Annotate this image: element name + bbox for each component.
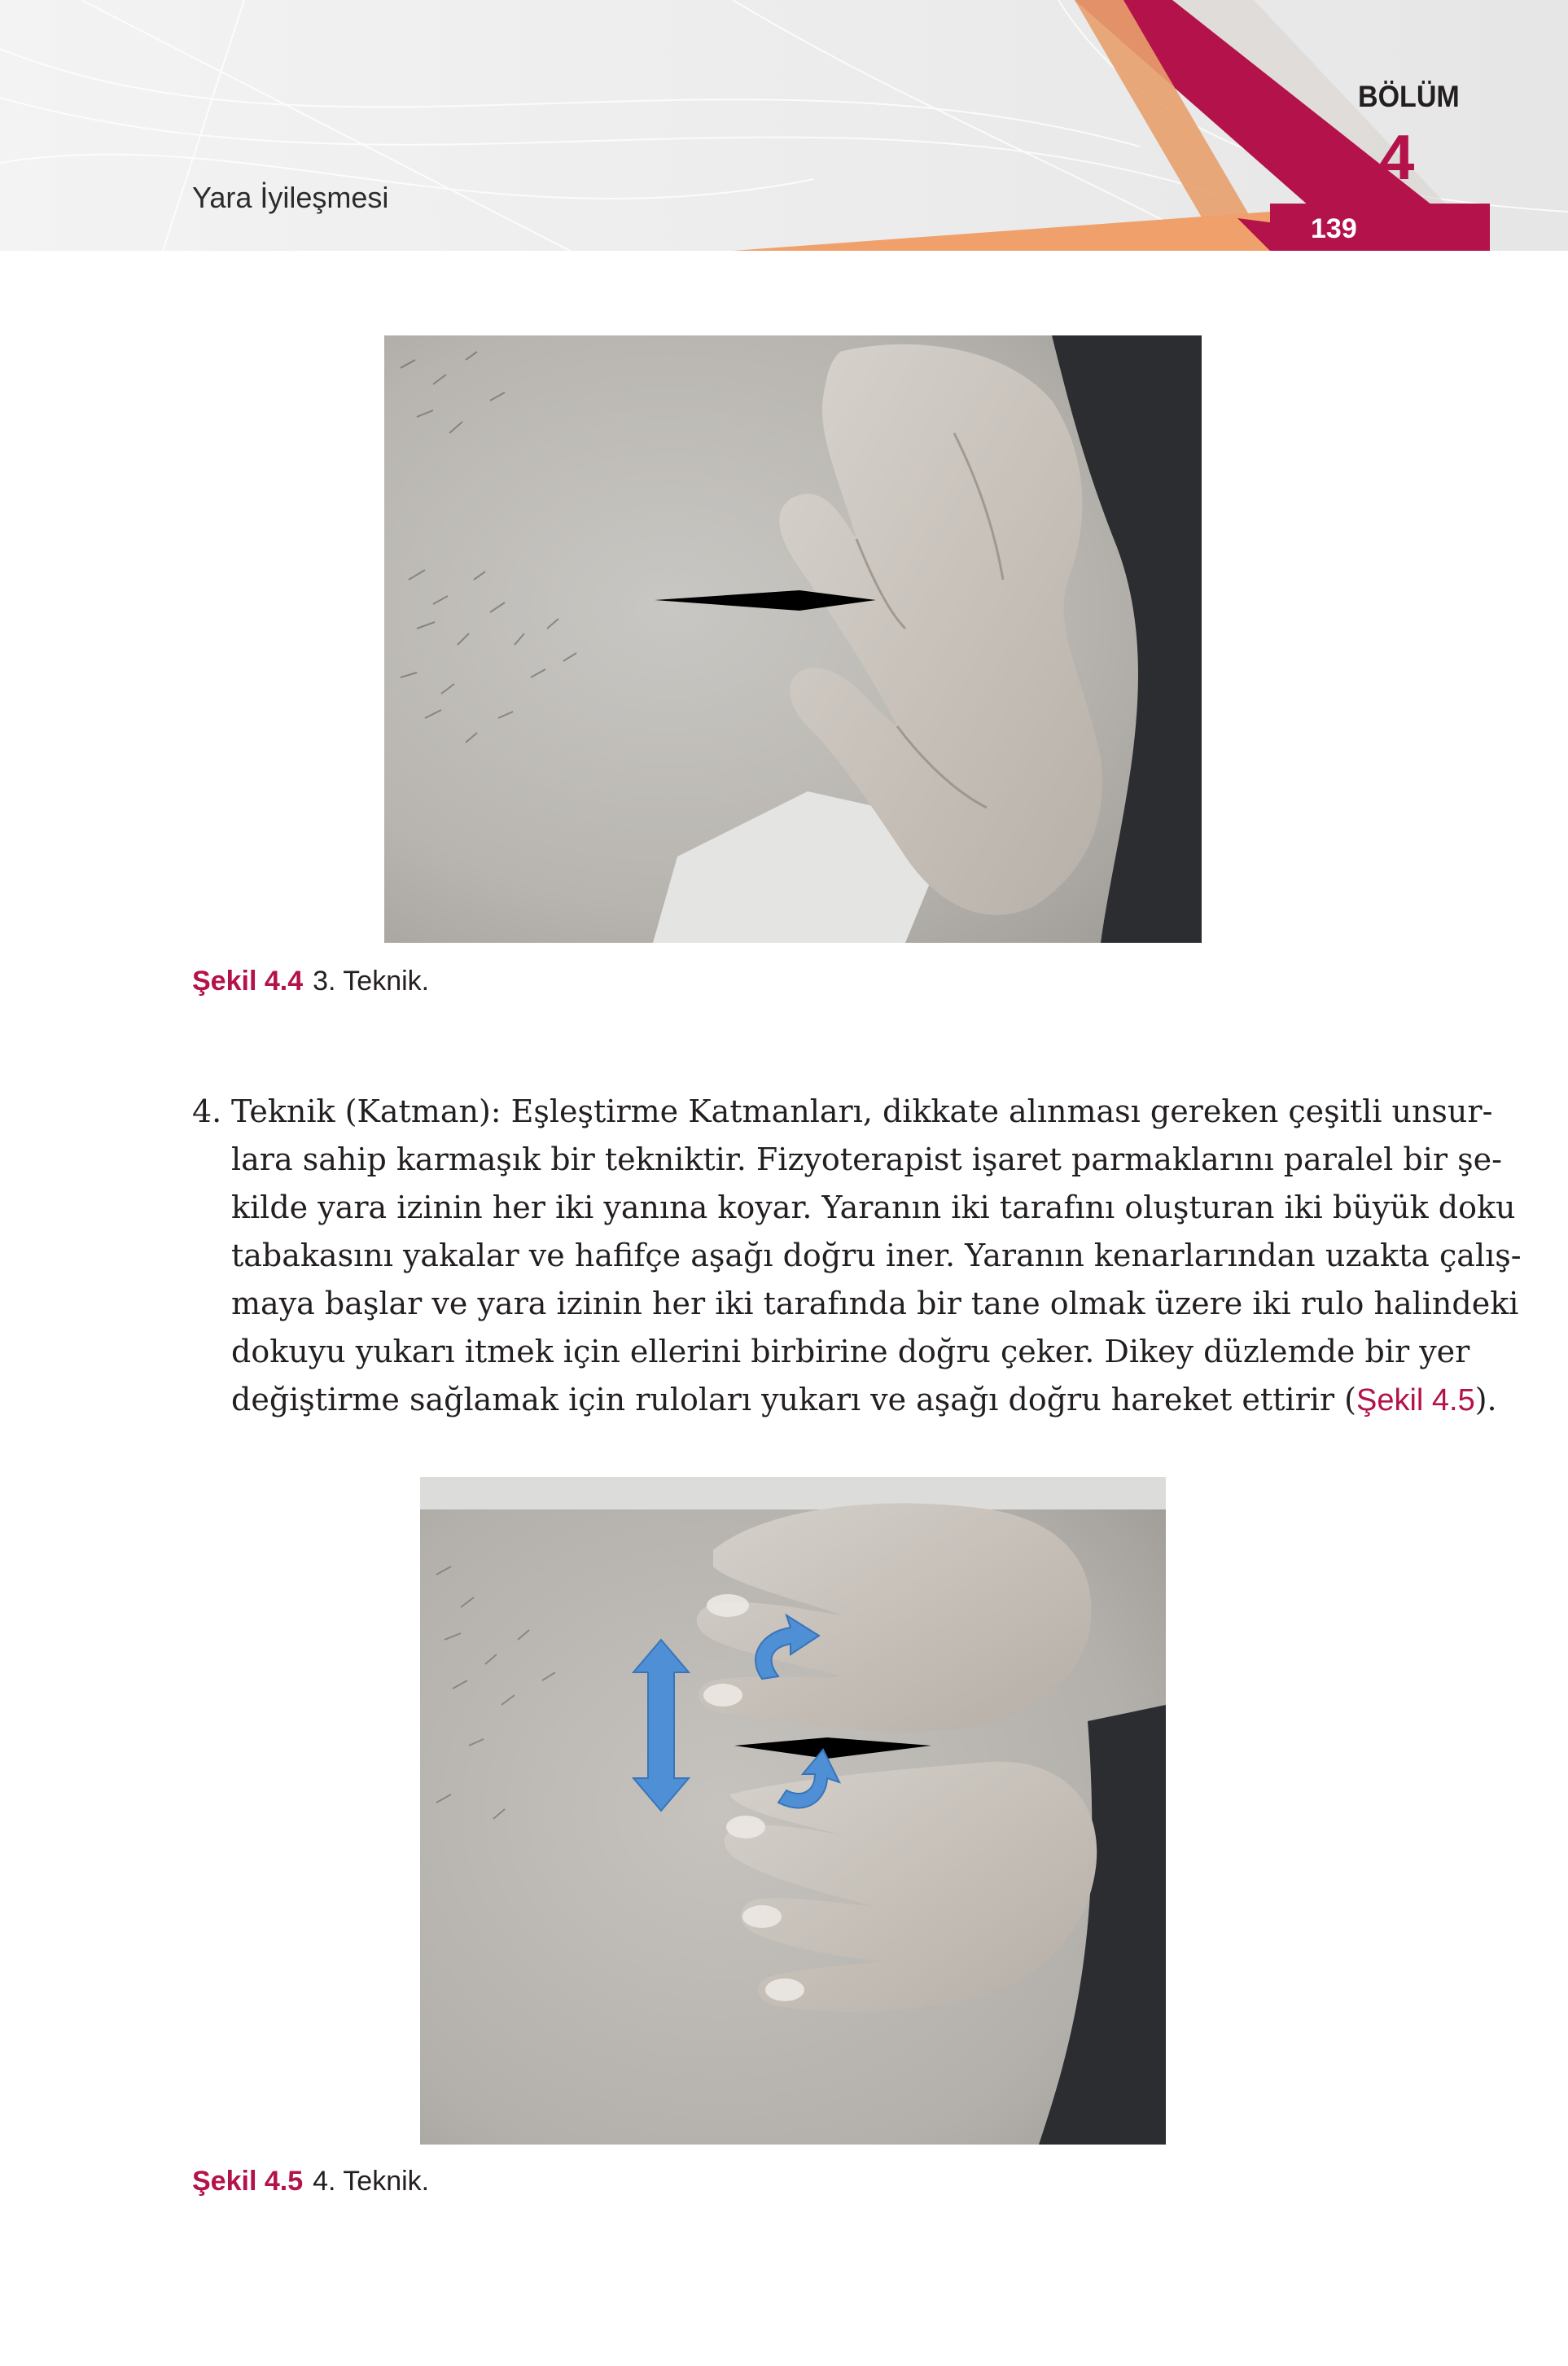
figure-4-4-caption	[192, 966, 429, 997]
paragraph-line: Teknik (Katman): Eşleştirme Katmanları, dikkate alınması gereken çeşitli unsur-	[231, 1093, 1493, 1129]
list-number: 4.	[192, 1093, 222, 1129]
paragraph-text: ).	[1474, 1382, 1497, 1417]
paragraph-line: tabakasını yakalar ve hafifçe aşağı doğru iner. Yaranın kenarlarından uzakta çalış-	[231, 1238, 1522, 1273]
paragraph-line: maya başlar ve yara izinin her iki tarafında bir tane olmak üzere iki rulo halindeki	[231, 1286, 1519, 1321]
figure-caption-text: 3. Teknik.	[313, 966, 430, 997]
figure-label: Şekil 4.5	[192, 2166, 304, 2197]
paragraph-line-last	[192, 1376, 1497, 1425]
figure-4-4-photo	[384, 335, 1202, 943]
figure-label: Şekil 4.4	[192, 966, 304, 997]
chapter-number: 4	[1379, 121, 1415, 193]
paragraph-line: lara sahip karmaşık bir tekniktir. Fizyoterapist işaret parmaklarını paralel bir şe-	[231, 1141, 1502, 1177]
paragraph-text: değiştirme sağlamak için ruloları yukarı ve aşağı doğru hareket ettirir (	[231, 1382, 1356, 1417]
figure-4-5-photo	[420, 1477, 1166, 2145]
chapter-label: BÖLÜM	[1358, 80, 1460, 113]
running-title: Yara İyileşmesi	[192, 181, 389, 214]
paragraph-line: kilde yara izinin her iki yanına koyar. Yaranın iki tarafını oluşturan iki büyük doku	[231, 1190, 1516, 1225]
figure-reference-link[interactable]: Şekil 4.5	[1356, 1383, 1475, 1417]
page-number: 139	[1311, 213, 1357, 244]
figure-caption-text: 4. Teknik.	[313, 2166, 430, 2197]
page-header	[0, 0, 1568, 251]
figure-4-5-caption	[192, 2166, 429, 2197]
paragraph-line: dokuyu yukarı itmek için ellerini birbirine doğru çeker. Dikey düzlemde bir yer	[231, 1334, 1470, 1369]
body-paragraph	[192, 1088, 1522, 1425]
